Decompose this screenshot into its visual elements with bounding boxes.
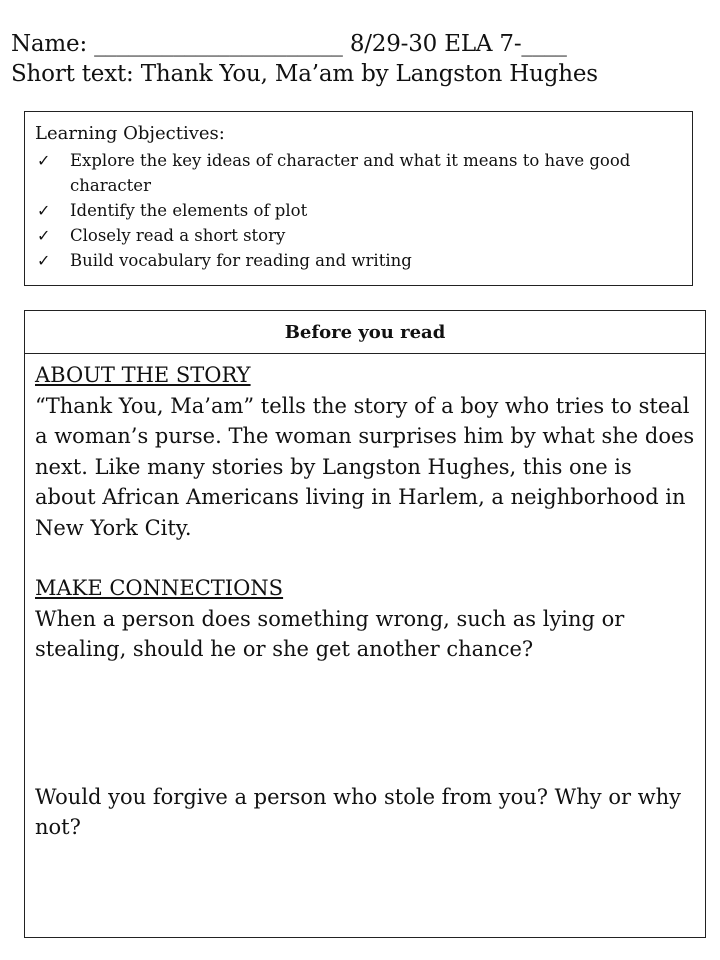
connection-question-1: When a person does something wrong, such as lying or stealing, should he or she get another chance? (35, 606, 625, 661)
objective-text: Build vocabulary for reading and writing (70, 251, 412, 270)
objective-text: Closely read a short story (70, 226, 286, 245)
checkmark-icon: ✓ (37, 201, 51, 220)
answer-space-1[interactable] (35, 665, 695, 782)
name-date-line: Name: ______________________ 8/29-30 ELA 7-____ (11, 31, 567, 57)
objective-text: Explore the key ideas of character and what it means to have good character (70, 151, 631, 195)
about-story-heading: ABOUT THE STORY (35, 363, 251, 387)
checkmark-icon: ✓ (37, 226, 51, 245)
spacer (35, 543, 695, 573)
table-header: Before you read (25, 311, 705, 354)
objective-item (35, 248, 682, 273)
checkmark-icon: ✓ (37, 151, 51, 170)
about-story-text: “Thank You, Ma’am” tells the story of a boy who tries to steal a woman’s purse. The woman surprises him by what she does next. Like many stories by Langston Hughes, this one is about African Americans living in Harlem, a neighborhood in New York City. (35, 393, 695, 540)
objective-item (35, 223, 682, 248)
objective-item (35, 198, 682, 223)
objective-text: Identify the elements of plot (70, 201, 308, 220)
table-body (25, 354, 705, 843)
connection-question-2: Would you forgive a person who stole from you? Why or why not? (35, 784, 682, 839)
make-connections-heading: MAKE CONNECTIONS (35, 576, 284, 600)
objective-item (35, 148, 682, 198)
checkmark-icon: ✓ (37, 251, 51, 270)
short-text-title: Short text: Thank You, Ma’am by Langston Hughes (11, 61, 598, 87)
before-you-read-table (24, 310, 706, 938)
objectives-list (35, 148, 682, 273)
objectives-title: Learning Objectives: (35, 123, 225, 144)
learning-objectives-box (24, 111, 693, 286)
